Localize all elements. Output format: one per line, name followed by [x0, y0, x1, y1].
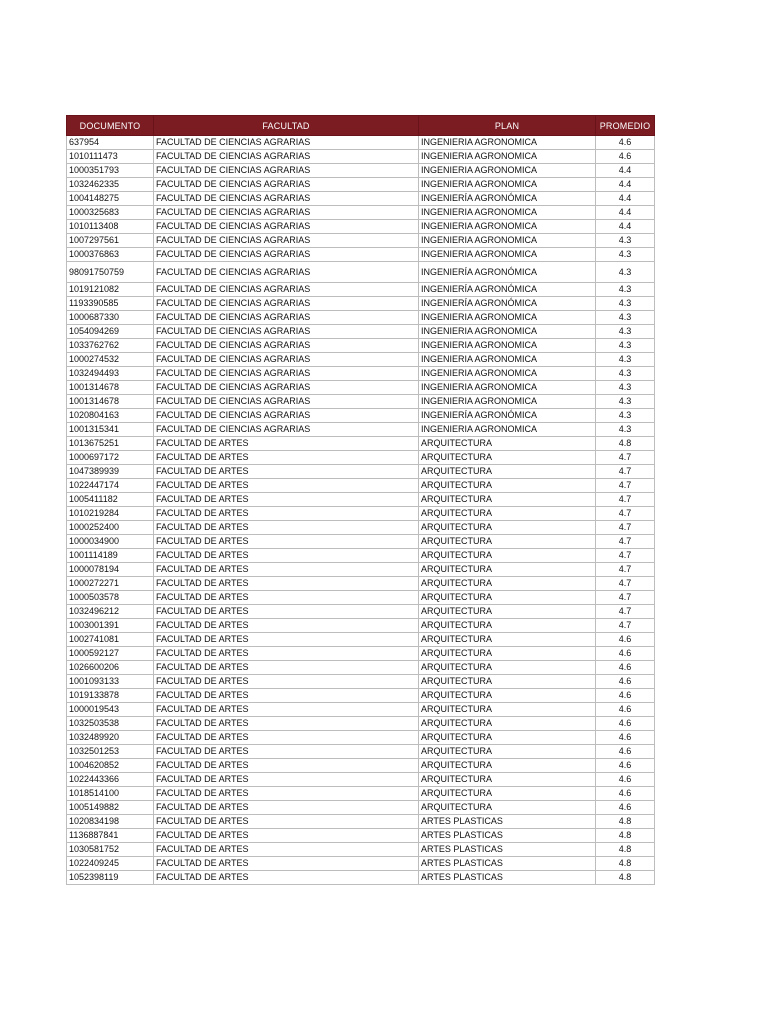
table-row — [67, 465, 655, 479]
table-body — [67, 136, 655, 885]
cell-documento: 1010219284 — [67, 507, 154, 521]
table-row — [67, 661, 655, 675]
cell-facultad: FACULTAD DE CIENCIAS AGRARIAS — [154, 311, 419, 325]
cell-documento: 1020834198 — [67, 815, 154, 829]
table-row — [67, 507, 655, 521]
cell-documento: 1000376863 — [67, 248, 154, 262]
cell-plan: ARQUITECTURA — [419, 633, 596, 647]
cell-promedio: 4.6 — [596, 801, 655, 815]
cell-plan: INGENIERIA AGRONOMICA — [419, 164, 596, 178]
cell-facultad: FACULTAD DE ARTES — [154, 717, 419, 731]
cell-promedio: 4.3 — [596, 248, 655, 262]
cell-documento: 1000687330 — [67, 311, 154, 325]
cell-facultad: FACULTAD DE ARTES — [154, 815, 419, 829]
table-row — [67, 829, 655, 843]
cell-facultad: FACULTAD DE CIENCIAS AGRARIAS — [154, 297, 419, 311]
cell-plan: INGENIERÍA AGRONÓMICA — [419, 192, 596, 206]
cell-documento: 1032503538 — [67, 717, 154, 731]
cell-documento: 1026600206 — [67, 661, 154, 675]
cell-facultad: FACULTAD DE ARTES — [154, 577, 419, 591]
table-row — [67, 437, 655, 451]
cell-facultad: FACULTAD DE ARTES — [154, 787, 419, 801]
cell-documento: 1047389939 — [67, 465, 154, 479]
cell-plan: ARQUITECTURA — [419, 451, 596, 465]
cell-documento: 1000272271 — [67, 577, 154, 591]
cell-facultad: FACULTAD DE CIENCIAS AGRARIAS — [154, 234, 419, 248]
cell-facultad: FACULTAD DE ARTES — [154, 843, 419, 857]
cell-promedio: 4.4 — [596, 164, 655, 178]
cell-documento: 1013675251 — [67, 437, 154, 451]
cell-promedio: 4.7 — [596, 591, 655, 605]
table-row — [67, 647, 655, 661]
cell-facultad: FACULTAD DE ARTES — [154, 745, 419, 759]
cell-documento: 1030581752 — [67, 843, 154, 857]
cell-promedio: 4.6 — [596, 661, 655, 675]
cell-promedio: 4.3 — [596, 262, 655, 283]
cell-plan: ARTES PLASTICAS — [419, 829, 596, 843]
cell-promedio: 4.7 — [596, 535, 655, 549]
cell-plan: ARQUITECTURA — [419, 661, 596, 675]
table-row — [67, 262, 655, 283]
cell-facultad: FACULTAD DE ARTES — [154, 661, 419, 675]
cell-documento: 1004148275 — [67, 192, 154, 206]
cell-plan: ARTES PLASTICAS — [419, 857, 596, 871]
cell-promedio: 4.3 — [596, 353, 655, 367]
cell-documento: 1018514100 — [67, 787, 154, 801]
cell-facultad: FACULTAD DE CIENCIAS AGRARIAS — [154, 409, 419, 423]
cell-documento: 1054094269 — [67, 325, 154, 339]
table-row — [67, 689, 655, 703]
cell-facultad: FACULTAD DE ARTES — [154, 479, 419, 493]
cell-facultad: FACULTAD DE ARTES — [154, 689, 419, 703]
table-row — [67, 297, 655, 311]
cell-promedio: 4.6 — [596, 689, 655, 703]
cell-documento: 1001315341 — [67, 423, 154, 437]
cell-plan: INGENIERIA AGRONOMICA — [419, 423, 596, 437]
table-row — [67, 178, 655, 192]
cell-facultad: FACULTAD DE CIENCIAS AGRARIAS — [154, 150, 419, 164]
cell-documento: 1032496212 — [67, 605, 154, 619]
cell-plan: ARQUITECTURA — [419, 619, 596, 633]
cell-documento: 1001114189 — [67, 549, 154, 563]
cell-documento: 1000697172 — [67, 451, 154, 465]
cell-promedio: 4.3 — [596, 395, 655, 409]
cell-plan: ARQUITECTURA — [419, 577, 596, 591]
cell-promedio: 4.7 — [596, 619, 655, 633]
table-row — [67, 773, 655, 787]
cell-documento: 1000274532 — [67, 353, 154, 367]
cell-facultad: FACULTAD DE CIENCIAS AGRARIAS — [154, 192, 419, 206]
cell-plan: ARQUITECTURA — [419, 731, 596, 745]
cell-plan: ARTES PLASTICAS — [419, 843, 596, 857]
cell-documento: 1032489920 — [67, 731, 154, 745]
cell-plan: ARQUITECTURA — [419, 493, 596, 507]
cell-documento: 1005411182 — [67, 493, 154, 507]
cell-documento: 1001314678 — [67, 395, 154, 409]
table-row — [67, 703, 655, 717]
cell-promedio: 4.7 — [596, 549, 655, 563]
cell-facultad: FACULTAD DE ARTES — [154, 507, 419, 521]
cell-promedio: 4.8 — [596, 829, 655, 843]
cell-promedio: 4.3 — [596, 283, 655, 297]
cell-facultad: FACULTAD DE CIENCIAS AGRARIAS — [154, 136, 419, 150]
results-sheet — [66, 115, 654, 885]
cell-promedio: 4.3 — [596, 381, 655, 395]
cell-facultad: FACULTAD DE CIENCIAS AGRARIAS — [154, 367, 419, 381]
cell-promedio: 4.8 — [596, 871, 655, 885]
cell-promedio: 4.3 — [596, 423, 655, 437]
cell-promedio: 4.6 — [596, 759, 655, 773]
header-promedio: PROMEDIO — [596, 116, 655, 136]
cell-promedio: 4.7 — [596, 451, 655, 465]
cell-plan: ARQUITECTURA — [419, 773, 596, 787]
cell-documento: 1003001391 — [67, 619, 154, 633]
table-row — [67, 577, 655, 591]
cell-plan: ARQUITECTURA — [419, 717, 596, 731]
cell-plan: INGENIERÍA AGRONÓMICA — [419, 262, 596, 283]
table-row — [67, 192, 655, 206]
cell-promedio: 4.7 — [596, 521, 655, 535]
cell-promedio: 4.3 — [596, 339, 655, 353]
cell-documento: 1000503578 — [67, 591, 154, 605]
results-table — [66, 115, 655, 885]
cell-promedio: 4.7 — [596, 493, 655, 507]
cell-promedio: 4.8 — [596, 843, 655, 857]
cell-documento: 1002741081 — [67, 633, 154, 647]
cell-plan: ARTES PLASTICAS — [419, 815, 596, 829]
table-row — [67, 535, 655, 549]
cell-promedio: 4.3 — [596, 409, 655, 423]
cell-documento: 1022409245 — [67, 857, 154, 871]
cell-promedio: 4.7 — [596, 465, 655, 479]
table-row — [67, 717, 655, 731]
cell-plan: ARQUITECTURA — [419, 745, 596, 759]
cell-plan: ARQUITECTURA — [419, 437, 596, 451]
cell-facultad: FACULTAD DE ARTES — [154, 465, 419, 479]
cell-documento: 1000078194 — [67, 563, 154, 577]
cell-documento: 1000252400 — [67, 521, 154, 535]
cell-documento: 1193390585 — [67, 297, 154, 311]
cell-plan: ARQUITECTURA — [419, 479, 596, 493]
table-row — [67, 206, 655, 220]
table-row — [67, 353, 655, 367]
cell-plan: INGENIERIA AGRONOMICA — [419, 325, 596, 339]
cell-documento: 1000034900 — [67, 535, 154, 549]
cell-promedio: 4.7 — [596, 479, 655, 493]
cell-documento: 1022447174 — [67, 479, 154, 493]
cell-promedio: 4.6 — [596, 787, 655, 801]
cell-facultad: FACULTAD DE ARTES — [154, 521, 419, 535]
cell-plan: INGENIERIA AGRONOMICA — [419, 150, 596, 164]
cell-plan: ARQUITECTURA — [419, 675, 596, 689]
cell-facultad: FACULTAD DE CIENCIAS AGRARIAS — [154, 248, 419, 262]
cell-facultad: FACULTAD DE CIENCIAS AGRARIAS — [154, 178, 419, 192]
table-row — [67, 395, 655, 409]
cell-documento: 1032462335 — [67, 178, 154, 192]
cell-facultad: FACULTAD DE ARTES — [154, 703, 419, 717]
cell-promedio: 4.6 — [596, 675, 655, 689]
cell-facultad: FACULTAD DE ARTES — [154, 535, 419, 549]
table-row — [67, 633, 655, 647]
cell-promedio: 4.7 — [596, 507, 655, 521]
cell-promedio: 4.8 — [596, 437, 655, 451]
cell-promedio: 4.3 — [596, 325, 655, 339]
table-row — [67, 871, 655, 885]
cell-documento: 1033762762 — [67, 339, 154, 353]
cell-facultad: FACULTAD DE CIENCIAS AGRARIAS — [154, 353, 419, 367]
cell-documento: 1019133878 — [67, 689, 154, 703]
table-row — [67, 605, 655, 619]
cell-documento: 1007297561 — [67, 234, 154, 248]
table-row — [67, 283, 655, 297]
cell-facultad: FACULTAD DE ARTES — [154, 647, 419, 661]
cell-documento: 1019121082 — [67, 283, 154, 297]
cell-promedio: 4.7 — [596, 563, 655, 577]
cell-documento: 1136887841 — [67, 829, 154, 843]
cell-facultad: FACULTAD DE CIENCIAS AGRARIAS — [154, 164, 419, 178]
cell-documento: 1001093133 — [67, 675, 154, 689]
cell-facultad: FACULTAD DE ARTES — [154, 493, 419, 507]
cell-facultad: FACULTAD DE ARTES — [154, 451, 419, 465]
cell-documento: 1052398119 — [67, 871, 154, 885]
cell-plan: INGENIERIA AGRONOMICA — [419, 136, 596, 150]
cell-plan: INGENIERIA AGRONOMICA — [419, 381, 596, 395]
table-row — [67, 591, 655, 605]
table-row — [67, 801, 655, 815]
cell-facultad: FACULTAD DE ARTES — [154, 675, 419, 689]
cell-facultad: FACULTAD DE CIENCIAS AGRARIAS — [154, 339, 419, 353]
cell-facultad: FACULTAD DE ARTES — [154, 549, 419, 563]
cell-facultad: FACULTAD DE ARTES — [154, 759, 419, 773]
cell-plan: INGENIERIA AGRONOMICA — [419, 367, 596, 381]
cell-facultad: FACULTAD DE CIENCIAS AGRARIAS — [154, 325, 419, 339]
cell-documento: 98091750759 — [67, 262, 154, 283]
cell-plan: INGENIERÍA AGRONÓMICA — [419, 297, 596, 311]
cell-documento: 1022443366 — [67, 773, 154, 787]
cell-facultad: FACULTAD DE ARTES — [154, 801, 419, 815]
cell-plan: INGENIERÍA AGRONÓMICA — [419, 283, 596, 297]
cell-facultad: FACULTAD DE ARTES — [154, 605, 419, 619]
cell-promedio: 4.3 — [596, 311, 655, 325]
cell-facultad: FACULTAD DE ARTES — [154, 591, 419, 605]
cell-facultad: FACULTAD DE ARTES — [154, 773, 419, 787]
table-row — [67, 325, 655, 339]
header-facultad: FACULTAD — [154, 116, 419, 136]
cell-documento: 1032494493 — [67, 367, 154, 381]
cell-documento: 1004620852 — [67, 759, 154, 773]
cell-plan: ARQUITECTURA — [419, 507, 596, 521]
cell-promedio: 4.6 — [596, 703, 655, 717]
cell-plan: ARQUITECTURA — [419, 647, 596, 661]
cell-facultad: FACULTAD DE CIENCIAS AGRARIAS — [154, 381, 419, 395]
cell-facultad: FACULTAD DE ARTES — [154, 437, 419, 451]
table-row — [67, 843, 655, 857]
table-row — [67, 164, 655, 178]
table-row — [67, 339, 655, 353]
table-row — [67, 493, 655, 507]
cell-plan: ARQUITECTURA — [419, 605, 596, 619]
cell-plan: INGENIERIA AGRONOMICA — [419, 395, 596, 409]
cell-plan: ARQUITECTURA — [419, 549, 596, 563]
table-row — [67, 521, 655, 535]
cell-plan: ARQUITECTURA — [419, 465, 596, 479]
cell-promedio: 4.3 — [596, 234, 655, 248]
cell-facultad: FACULTAD DE ARTES — [154, 563, 419, 577]
cell-documento: 1000592127 — [67, 647, 154, 661]
table-row — [67, 563, 655, 577]
cell-documento: 1010113408 — [67, 220, 154, 234]
header-documento: DOCUMENTO — [67, 116, 154, 136]
cell-documento: 1010111473 — [67, 150, 154, 164]
cell-documento: 637954 — [67, 136, 154, 150]
table-row — [67, 423, 655, 437]
cell-facultad: FACULTAD DE ARTES — [154, 619, 419, 633]
table-row — [67, 234, 655, 248]
cell-promedio: 4.4 — [596, 206, 655, 220]
cell-promedio: 4.8 — [596, 815, 655, 829]
table-row — [67, 759, 655, 773]
cell-plan: INGENIERIA AGRONOMICA — [419, 178, 596, 192]
cell-plan: ARQUITECTURA — [419, 787, 596, 801]
table-row — [67, 619, 655, 633]
table-row — [67, 248, 655, 262]
cell-plan: ARQUITECTURA — [419, 689, 596, 703]
cell-plan: ARQUITECTURA — [419, 703, 596, 717]
cell-promedio: 4.4 — [596, 192, 655, 206]
cell-facultad: FACULTAD DE ARTES — [154, 871, 419, 885]
cell-documento: 1000325683 — [67, 206, 154, 220]
cell-promedio: 4.6 — [596, 150, 655, 164]
table-row — [67, 857, 655, 871]
table-row — [67, 409, 655, 423]
cell-facultad: FACULTAD DE CIENCIAS AGRARIAS — [154, 220, 419, 234]
cell-plan: ARQUITECTURA — [419, 535, 596, 549]
cell-plan: INGENIERIA AGRONOMICA — [419, 339, 596, 353]
cell-promedio: 4.8 — [596, 857, 655, 871]
cell-plan: INGENIERIA AGRONOMICA — [419, 234, 596, 248]
cell-facultad: FACULTAD DE CIENCIAS AGRARIAS — [154, 423, 419, 437]
table-row — [67, 745, 655, 759]
cell-plan: INGENIERIA AGRONOMICA — [419, 311, 596, 325]
table-row — [67, 311, 655, 325]
cell-promedio: 4.6 — [596, 136, 655, 150]
cell-plan: ARQUITECTURA — [419, 563, 596, 577]
cell-facultad: FACULTAD DE CIENCIAS AGRARIAS — [154, 262, 419, 283]
cell-plan: ARQUITECTURA — [419, 591, 596, 605]
cell-promedio: 4.7 — [596, 577, 655, 591]
cell-plan: INGENIERIA AGRONOMICA — [419, 220, 596, 234]
cell-promedio: 4.6 — [596, 773, 655, 787]
cell-promedio: 4.7 — [596, 605, 655, 619]
table-row — [67, 136, 655, 150]
table-row — [67, 479, 655, 493]
cell-facultad: FACULTAD DE ARTES — [154, 829, 419, 843]
cell-plan: ARQUITECTURA — [419, 521, 596, 535]
cell-documento: 1005149882 — [67, 801, 154, 815]
cell-promedio: 4.6 — [596, 731, 655, 745]
cell-promedio: 4.4 — [596, 220, 655, 234]
table-row — [67, 787, 655, 801]
cell-promedio: 4.3 — [596, 297, 655, 311]
cell-facultad: FACULTAD DE CIENCIAS AGRARIAS — [154, 283, 419, 297]
cell-facultad: FACULTAD DE ARTES — [154, 633, 419, 647]
table-row — [67, 675, 655, 689]
header-plan: PLAN — [419, 116, 596, 136]
cell-plan: ARQUITECTURA — [419, 759, 596, 773]
cell-promedio: 4.6 — [596, 745, 655, 759]
cell-plan: ARTES PLASTICAS — [419, 871, 596, 885]
table-row — [67, 731, 655, 745]
cell-promedio: 4.6 — [596, 717, 655, 731]
table-row — [67, 220, 655, 234]
cell-promedio: 4.6 — [596, 633, 655, 647]
table-row — [67, 381, 655, 395]
cell-documento: 1000351793 — [67, 164, 154, 178]
table-row — [67, 815, 655, 829]
table-row — [67, 549, 655, 563]
cell-documento: 1032501253 — [67, 745, 154, 759]
cell-plan: INGENIERIA AGRONOMICA — [419, 353, 596, 367]
cell-plan: INGENIERIA AGRONOMICA — [419, 248, 596, 262]
cell-documento: 1000019543 — [67, 703, 154, 717]
cell-facultad: FACULTAD DE CIENCIAS AGRARIAS — [154, 395, 419, 409]
cell-facultad: FACULTAD DE CIENCIAS AGRARIAS — [154, 206, 419, 220]
cell-plan: INGENIERIA AGRONOMICA — [419, 206, 596, 220]
cell-documento: 1001314678 — [67, 381, 154, 395]
table-row — [67, 367, 655, 381]
cell-promedio: 4.3 — [596, 367, 655, 381]
cell-documento: 1020804163 — [67, 409, 154, 423]
cell-plan: ARQUITECTURA — [419, 801, 596, 815]
cell-promedio: 4.4 — [596, 178, 655, 192]
table-row — [67, 451, 655, 465]
header-row — [67, 116, 655, 136]
cell-promedio: 4.6 — [596, 647, 655, 661]
cell-facultad: FACULTAD DE ARTES — [154, 731, 419, 745]
cell-facultad: FACULTAD DE ARTES — [154, 857, 419, 871]
cell-plan: INGENIERÍA AGRONÓMICA — [419, 409, 596, 423]
table-row — [67, 150, 655, 164]
